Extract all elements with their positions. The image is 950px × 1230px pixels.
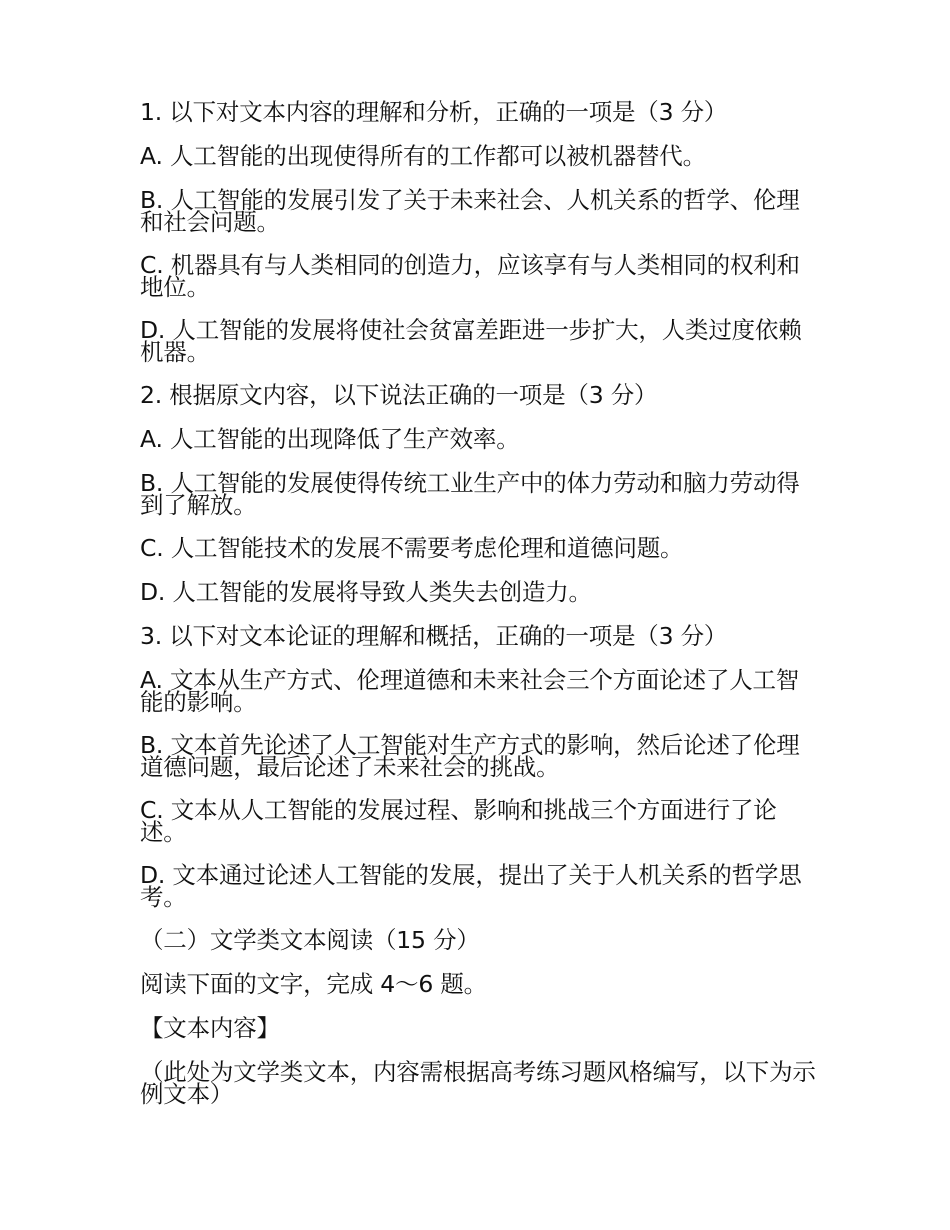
question-3-option-d: D. 文本通过论述人工智能的发展，提出了关于人机关系的哲学思考。 xyxy=(140,861,802,911)
question-3-option-c: C. 文本从人工智能的发展过程、影响和挑战三个方面进行了论述。 xyxy=(140,796,777,846)
question-2-option-b: B. 人工智能的发展使得传统工业生产中的体力劳动和脑力劳动得到了解放。 xyxy=(140,469,800,519)
question-2-option-d: D. 人工智能的发展将导致人类失去创造力。 xyxy=(140,578,592,606)
question-3-option-b: B. 文本首先论述了人工智能对生产方式的影响，然后论述了伦理道德问题，最后论述了未来社会的挑战。 xyxy=(140,731,800,781)
text-content-label: 【文本内容】 xyxy=(140,1014,280,1042)
question-1-option-d: D. 人工智能的发展将使社会贫富差距进一步扩大，人类过度依赖机器。 xyxy=(140,316,802,366)
question-2-option-a: A. 人工智能的出现降低了生产效率。 xyxy=(140,425,520,453)
question-1-option-a: A. 人工智能的出现使得所有的工作都可以被机器替代。 xyxy=(140,142,706,170)
question-1-option-c: C. 机器具有与人类相同的创造力，应该享有与人类相同的权利和地位。 xyxy=(140,251,800,301)
question-2-option-c: C. 人工智能技术的发展不需要考虑伦理和道德问题。 xyxy=(140,534,684,562)
placeholder-note: （此处为文学类文本，内容需根据高考练习题风格编写，以下为示例文本） xyxy=(140,1058,816,1108)
section-heading: （二）文学类文本阅读（15 分） xyxy=(140,926,480,954)
question-1-stem: 1. 以下对文本内容的理解和分析，正确的一项是（3 分） xyxy=(140,98,728,126)
question-3-stem: 3. 以下对文本论证的理解和概括，正确的一项是（3 分） xyxy=(140,622,728,650)
document-page xyxy=(140,98,820,1126)
question-3-option-a: A. 文本从生产方式、伦理道德和未来社会三个方面论述了人工智能的影响。 xyxy=(140,666,800,716)
reading-instruction: 阅读下面的文字，完成 4～6 题。 xyxy=(140,970,487,998)
question-2-stem: 2. 根据原文内容，以下说法正确的一项是（3 分） xyxy=(140,381,658,409)
question-1-option-b: B. 人工智能的发展引发了关于未来社会、人机关系的哲学、伦理和社会问题。 xyxy=(140,186,800,236)
